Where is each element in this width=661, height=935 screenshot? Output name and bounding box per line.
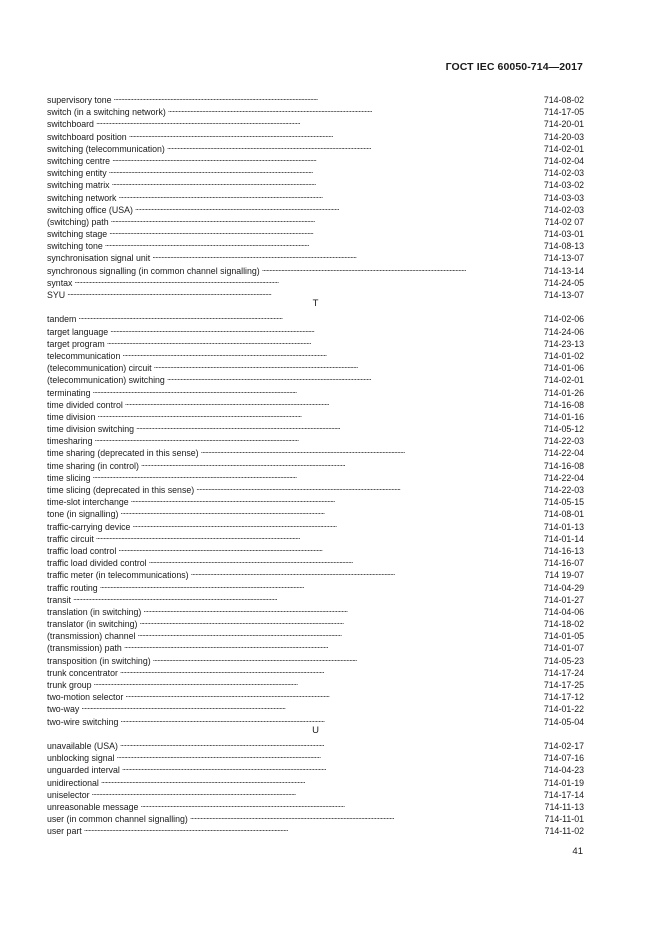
dot-leader [94,676,541,688]
index-entry [47,128,584,140]
index-entry [47,249,584,264]
index-code: 714-03-02 [543,180,584,191]
dot-leader [78,310,541,322]
index-term: timesharing [47,436,93,447]
index-term: time slicing [47,472,91,483]
index-term: user (in common channel signalling) [47,814,188,825]
index-code: 714 19-07 [544,570,584,581]
index-term: two-way [47,704,80,715]
index-entry [47,420,584,435]
index-code: 714-01-27 [543,594,584,605]
index-code: 714-05-04 [543,716,584,727]
dot-leader [120,664,541,676]
index-code: 714-02-04 [543,155,584,166]
dot-leader [120,713,541,725]
dot-leader [167,371,541,383]
index-term: uniselector [47,789,90,800]
index-code: 714-02-01 [543,143,584,154]
index-term: unreasonable message [47,801,139,812]
index-code: 714-11-13 [544,801,584,812]
dot-leader [73,591,541,603]
index-code: 714-01-06 [543,363,584,374]
index-term: (telecommunication) circuit [47,363,152,374]
index-term: switching centre [47,155,111,166]
dot-leader [190,810,542,822]
index-code: 714-02-03 [543,204,584,215]
index-code: 714-01-19 [543,777,584,788]
index-term: traffic-carrying device [47,521,131,532]
dot-leader [132,518,540,530]
index-term: time sharing (in control) [47,460,139,471]
dot-leader [96,530,541,542]
index-term: two-motion selector [47,692,124,703]
dot-leader [120,737,541,749]
dot-leader [94,432,540,444]
index-entry [47,798,584,810]
index-entry [47,359,584,374]
index-term: time division [47,411,96,422]
dot-leader [168,103,541,115]
dot-leader [122,347,541,359]
index-term: switching tone [47,241,103,252]
index-term: switching office (USA) [47,204,133,215]
index-code: 714-02-17 [543,740,584,751]
index-term: transit [47,594,71,605]
dot-leader [135,201,541,213]
dot-leader [129,128,541,140]
index-term: unavailable (USA) [47,740,118,751]
dot-leader [125,396,541,408]
index-term: switching matrix [47,180,110,191]
index-entry [47,225,584,240]
dot-leader [153,652,541,664]
index-entry [47,335,584,347]
index-code: 714-02-03 [543,168,584,179]
index-code: 714-05-15 [543,497,584,508]
dot-leader [81,700,541,712]
dot-leader [97,408,540,420]
index-term: trunk concentrator [47,667,118,678]
dot-leader [110,323,541,335]
index-term: switching stage [47,229,108,240]
index-entry [47,323,584,335]
index-entry [47,688,584,703]
index-term: time divided control [47,399,123,410]
dot-leader [93,469,541,481]
index-entry [47,749,584,764]
dot-leader [100,579,541,591]
dot-leader [138,627,541,639]
index-code: 714-13-14 [543,265,584,276]
index-term: switchboard position [47,131,127,142]
index-code: 714-22-03 [543,436,584,447]
index-entry [47,518,584,530]
index-code: 714-05-23 [543,655,584,666]
dot-leader [191,566,542,578]
index-term: (transmission) path [47,643,122,654]
index-entry [47,652,584,664]
index-entry [47,347,584,359]
dot-leader [112,152,541,164]
index-term: telecommunication [47,350,121,361]
dot-leader [141,457,541,469]
index-term: transposition (in switching) [47,655,151,666]
index-entry [47,639,584,654]
index-term: traffic load divided control [47,558,147,569]
dot-leader [124,639,541,651]
dot-leader [117,749,541,761]
index-entry [47,591,584,603]
index-code: 714-16-08 [543,399,584,410]
index-entry [47,286,584,298]
dot-leader [201,444,541,456]
index-code: 714-04-23 [543,765,584,776]
index-entry [47,274,584,286]
index-term: trunk group [47,680,92,690]
index-code: 714-16-07 [543,558,584,569]
index-code: 714-07-16 [543,753,584,764]
index-entry [47,786,584,798]
index-term: tandem [47,314,77,325]
index-term: switchboard [47,119,94,130]
index-code: 714-01-07 [543,643,584,654]
dot-leader [93,384,541,396]
index-term: (telecommunication) switching [47,375,165,386]
index-code: 714-01-05 [543,631,584,642]
term-index [47,91,584,837]
index-entry [47,737,584,749]
index-term: traffic circuit [47,533,94,544]
index-code: 714-11-02 [544,826,584,837]
index-code: 714-01-14 [543,533,584,544]
dot-leader [105,237,541,249]
index-entry [47,774,584,786]
index-term: unguarded interval [47,765,120,776]
index-term: (switching) path [47,216,109,227]
index-term: terminating [47,387,91,398]
index-entry [47,237,584,252]
index-code: 714-11-01 [544,814,584,825]
dot-leader [118,542,541,554]
index-term: unidirectional [47,777,99,788]
index-term: translation (in switching) [47,606,142,617]
page-number: 41 [572,846,583,857]
dot-leader [109,164,541,176]
index-entry [47,103,584,118]
index-code: 714-02-01 [543,375,584,386]
dot-leader [67,286,541,298]
index-code: 714-17-25 [543,680,584,690]
index-code: 714-08-02 [543,95,584,105]
index-term: traffic load control [47,545,117,556]
index-code: 714-17-05 [543,107,584,118]
index-entry [47,579,584,591]
index-code: 714-13-07 [543,253,584,264]
dot-leader [262,262,541,274]
index-code: 714-17-14 [543,789,584,800]
index-term: (transmission) channel [47,631,136,642]
dot-leader [136,420,541,432]
index-code: 714-20-03 [543,131,584,142]
index-code: 714-01-02 [543,350,584,361]
index-term: synchronisation signal unit [47,253,151,264]
dot-leader [140,798,541,810]
index-code: 714-01-13 [543,521,584,532]
index-entry [47,384,584,396]
index-entry [47,408,584,420]
index-entry [47,761,584,776]
index-entry [47,91,584,103]
index-term: syntax [47,277,73,288]
dot-leader [152,249,541,261]
index-term: target program [47,338,105,349]
dot-leader [92,786,541,798]
dot-leader [118,189,540,201]
index-code: 714-20-01 [543,119,584,130]
index-code: 714-02-06 [543,314,584,325]
dot-leader [167,140,541,152]
index-code: 714-13-07 [543,290,584,300]
dot-leader [125,688,541,700]
index-entry [47,676,584,688]
index-code: 714-24-06 [543,326,584,337]
index-term: two-wire switching [47,716,119,727]
section-letter: T [312,298,319,310]
index-code: 714-05-12 [543,424,584,435]
index-term: switching (telecommunication) [47,143,165,154]
index-term: switching network [47,192,117,203]
index-term: time-slot interchange [47,497,129,508]
section-letter: U [312,724,319,736]
dot-leader [107,335,541,347]
index-term: unblocking signal [47,753,115,764]
index-code: 714-24-05 [543,277,584,288]
dot-leader [196,481,541,493]
index-entry [47,164,584,179]
index-code: 714-01-16 [543,411,584,422]
index-entry [47,176,584,191]
index-term: SYU [47,290,66,300]
index-entry [47,469,584,481]
dot-leader [112,176,541,188]
dot-leader [114,91,541,103]
index-entry [47,396,584,408]
index-code: 714-22-04 [543,448,584,459]
index-term: user part [47,826,82,837]
index-term: switching entity [47,168,107,179]
index-entry [47,310,584,325]
index-code: 714-23-13 [543,338,584,349]
index-entry [47,530,584,542]
index-entry [47,603,584,615]
index-term: translator (in switching) [47,619,138,630]
dot-leader [84,822,542,834]
index-entry [47,700,584,715]
index-code: 714-22-04 [543,472,584,483]
index-code: 714-16-08 [543,460,584,471]
dot-leader [101,774,541,786]
index-entry [47,115,584,130]
index-code: 714-03-01 [543,229,584,240]
index-code: 714-02 07 [544,216,584,227]
dot-leader [149,554,541,566]
index-term: supervisory tone [47,95,112,105]
dot-leader [139,615,540,627]
document-header: ГОСТ IEC 60050-714—2017 [445,61,583,73]
dot-leader [120,505,540,517]
dot-leader [154,359,541,371]
index-term: target language [47,326,109,337]
dot-leader [122,761,541,773]
index-term: tone (in signalling) [47,509,119,520]
index-term: time sharing (deprecated in this sense) [47,448,199,459]
index-term: time slicing (deprecated in this sense) [47,485,195,495]
index-entry [47,664,584,676]
index-entry [47,444,584,459]
index-code: 714-08-01 [543,509,584,520]
index-code: 714-01-22 [543,704,584,715]
index-term: time division switching [47,424,135,435]
index-code: 714-01-26 [543,387,584,398]
index-code: 714-22-03 [543,485,584,495]
index-entry [47,542,584,554]
index-entry [47,554,584,569]
dot-leader [131,493,541,505]
index-entry [47,213,584,225]
dot-leader [74,274,540,286]
index-term: traffic meter (in telecommunications) [47,570,189,581]
index-entry [47,505,584,520]
index-entry [47,713,584,725]
index-entry [47,481,584,493]
index-entry [47,822,584,837]
index-code: 714-03-03 [543,192,584,203]
index-entry [47,201,584,213]
index-term: switch (in a switching network) [47,107,166,118]
index-term: synchronous signalling (in common channel signalling) [47,265,260,276]
index-code: 714-17-24 [543,667,584,678]
index-code: 714-18-02 [543,619,584,630]
index-code: 714-17-12 [543,692,584,703]
dot-leader [111,213,542,225]
index-entry [47,432,584,447]
dot-leader [96,115,541,127]
dot-leader [109,225,541,237]
index-entry [47,189,584,201]
index-code: 714-16-13 [543,545,584,556]
index-code: 714-04-29 [543,582,584,593]
index-code: 714-08-13 [543,241,584,252]
index-code: 714-04-06 [543,606,584,617]
index-term: traffic routing [47,582,98,593]
index-entry [47,152,584,164]
dot-leader [143,603,541,615]
